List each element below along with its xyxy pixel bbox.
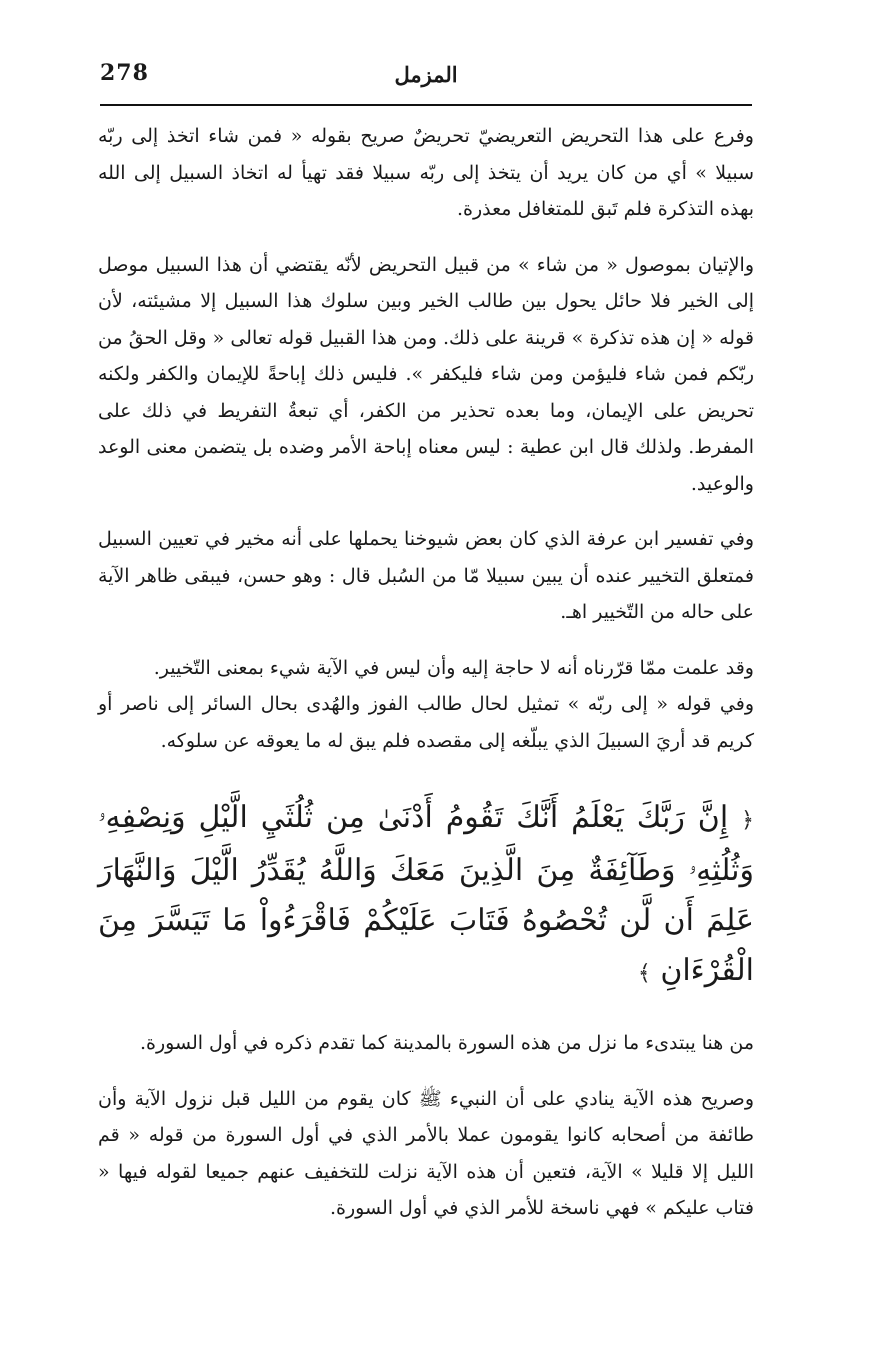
paragraph-7: وصريح هذه الآية ينادي على أن النبيء ﷺ كان يقوم من الليل قبل نزول الآية وأن طائفة من أصحابه كانوا يقومون عملا بالأمر الذي في أول السورة من قوله « قم الليل إلا قليلا » الآية، فتعين أن هذه الآية نزلت للتخفيف عنهم جميعا لقوله فيها « فتاب عليكم » فهي ناسخة للأمر الذي في أول السورة.: [98, 1087, 754, 1219]
paragraph-1: وفرع على هذا التحريض التعريضيّ تحريضٌ صريح بقوله « فمن شاء اتخذ إلى ربّه سبيلا » أي من كان يريد أن يتخذ إلى ربّه سبيلا فقد تهيأ له اتخاذ السبيل إلى الله بهذه التذكرة فلم تَبق للمتغافل معذرة.: [98, 125, 755, 220]
quran-verse: [98, 793, 754, 999]
verse-open-ornament: ﴿: [741, 808, 754, 833]
paragraph-3: وفي تفسير ابن عرفة الذي كان بعض شيوخنا يحملها على أنه مخير في تعيين السبيل فمتعلق التخيير عنده أن يبين سبيلا مّا من السُبل قال : وهو حسن، فيبقى ظاهر الآية على حاله من التّخيير اهـ.: [98, 528, 754, 623]
header-rule: [100, 104, 752, 106]
paragraph-6: من هنا يبتدىء ما نزل من هذه السورة بالمدينة كما تقدم ذكره في أول السورة.: [140, 1032, 754, 1054]
verse-close-ornament: ﴾: [637, 961, 651, 986]
paragraph-4: وقد علمت ممّا قرّرناه أنه لا حاجة إليه وأن ليس في الآية شيء بمعنى التّخيير.: [153, 656, 754, 679]
page-body: [98, 118, 754, 1246]
paragraph-2: والإتيان بموصول « من شاء » من قبيل التحريض لأنّه يقتضي أن هذا السبيل موصل إلى الخير فلا حائل يحول بين طالب الخير وبين سلوك هذا السبيل إلا مشيئته، لأن قوله « إن هذه تذكرة » قرينة على ذلك. ومن هذا القبيل قوله تعالى « وقل الحقُ من ربّكم فمن شاء فليؤمن ومن شاء فليكفر ». فليس ذلك إباحةً للإيمان والكفر ولكنه تحريض على الإيمان، وما بعده تحذير من الكفر، أي تبعةُ التفريط في ذلك على المفرط. ولذلك قال ابن عطية : ليس معناه إباحة الأمر وضده بل يتضمن معنى الوعد والوعيد.: [98, 253, 754, 495]
verse-text: إِنَّ رَبَّكَ يَعْلَمُ أَنَّكَ تَقُومُ أَدْنَىٰ مِن ثُلُثَيِ الَّيْلِ وَنِصْفِهِۥ وَثُلُثِهِۥ وَطَآئِفَةٌ مِنَ الَّذِينَ مَعَكَ وَاللَّهُ يُقَدِّرُ الَّيْلَ وَالنَّهَارَ عَلِمَ أَن لَّن تُحْصُوهُ فَتَابَ عَلَيْكُمْ فَاقْرَءُواْ مَا تَيَسَّرَ مِنَ الْقُرْءَانِ: [98, 800, 754, 988]
page-header: [100, 58, 752, 100]
running-title: المزمل: [394, 62, 458, 87]
page-number: 278: [100, 60, 149, 86]
paragraph-5: وفي قوله « إلى ربّه » تمثيل لحال طالب الفوز والهُدى بحال السائر إلى ناصر أو كريم قد أريَ السبيلَ الذي يبلّغه إلى مقصده فلم يبق له ما يعوقه عن سلوكه.: [98, 693, 754, 752]
